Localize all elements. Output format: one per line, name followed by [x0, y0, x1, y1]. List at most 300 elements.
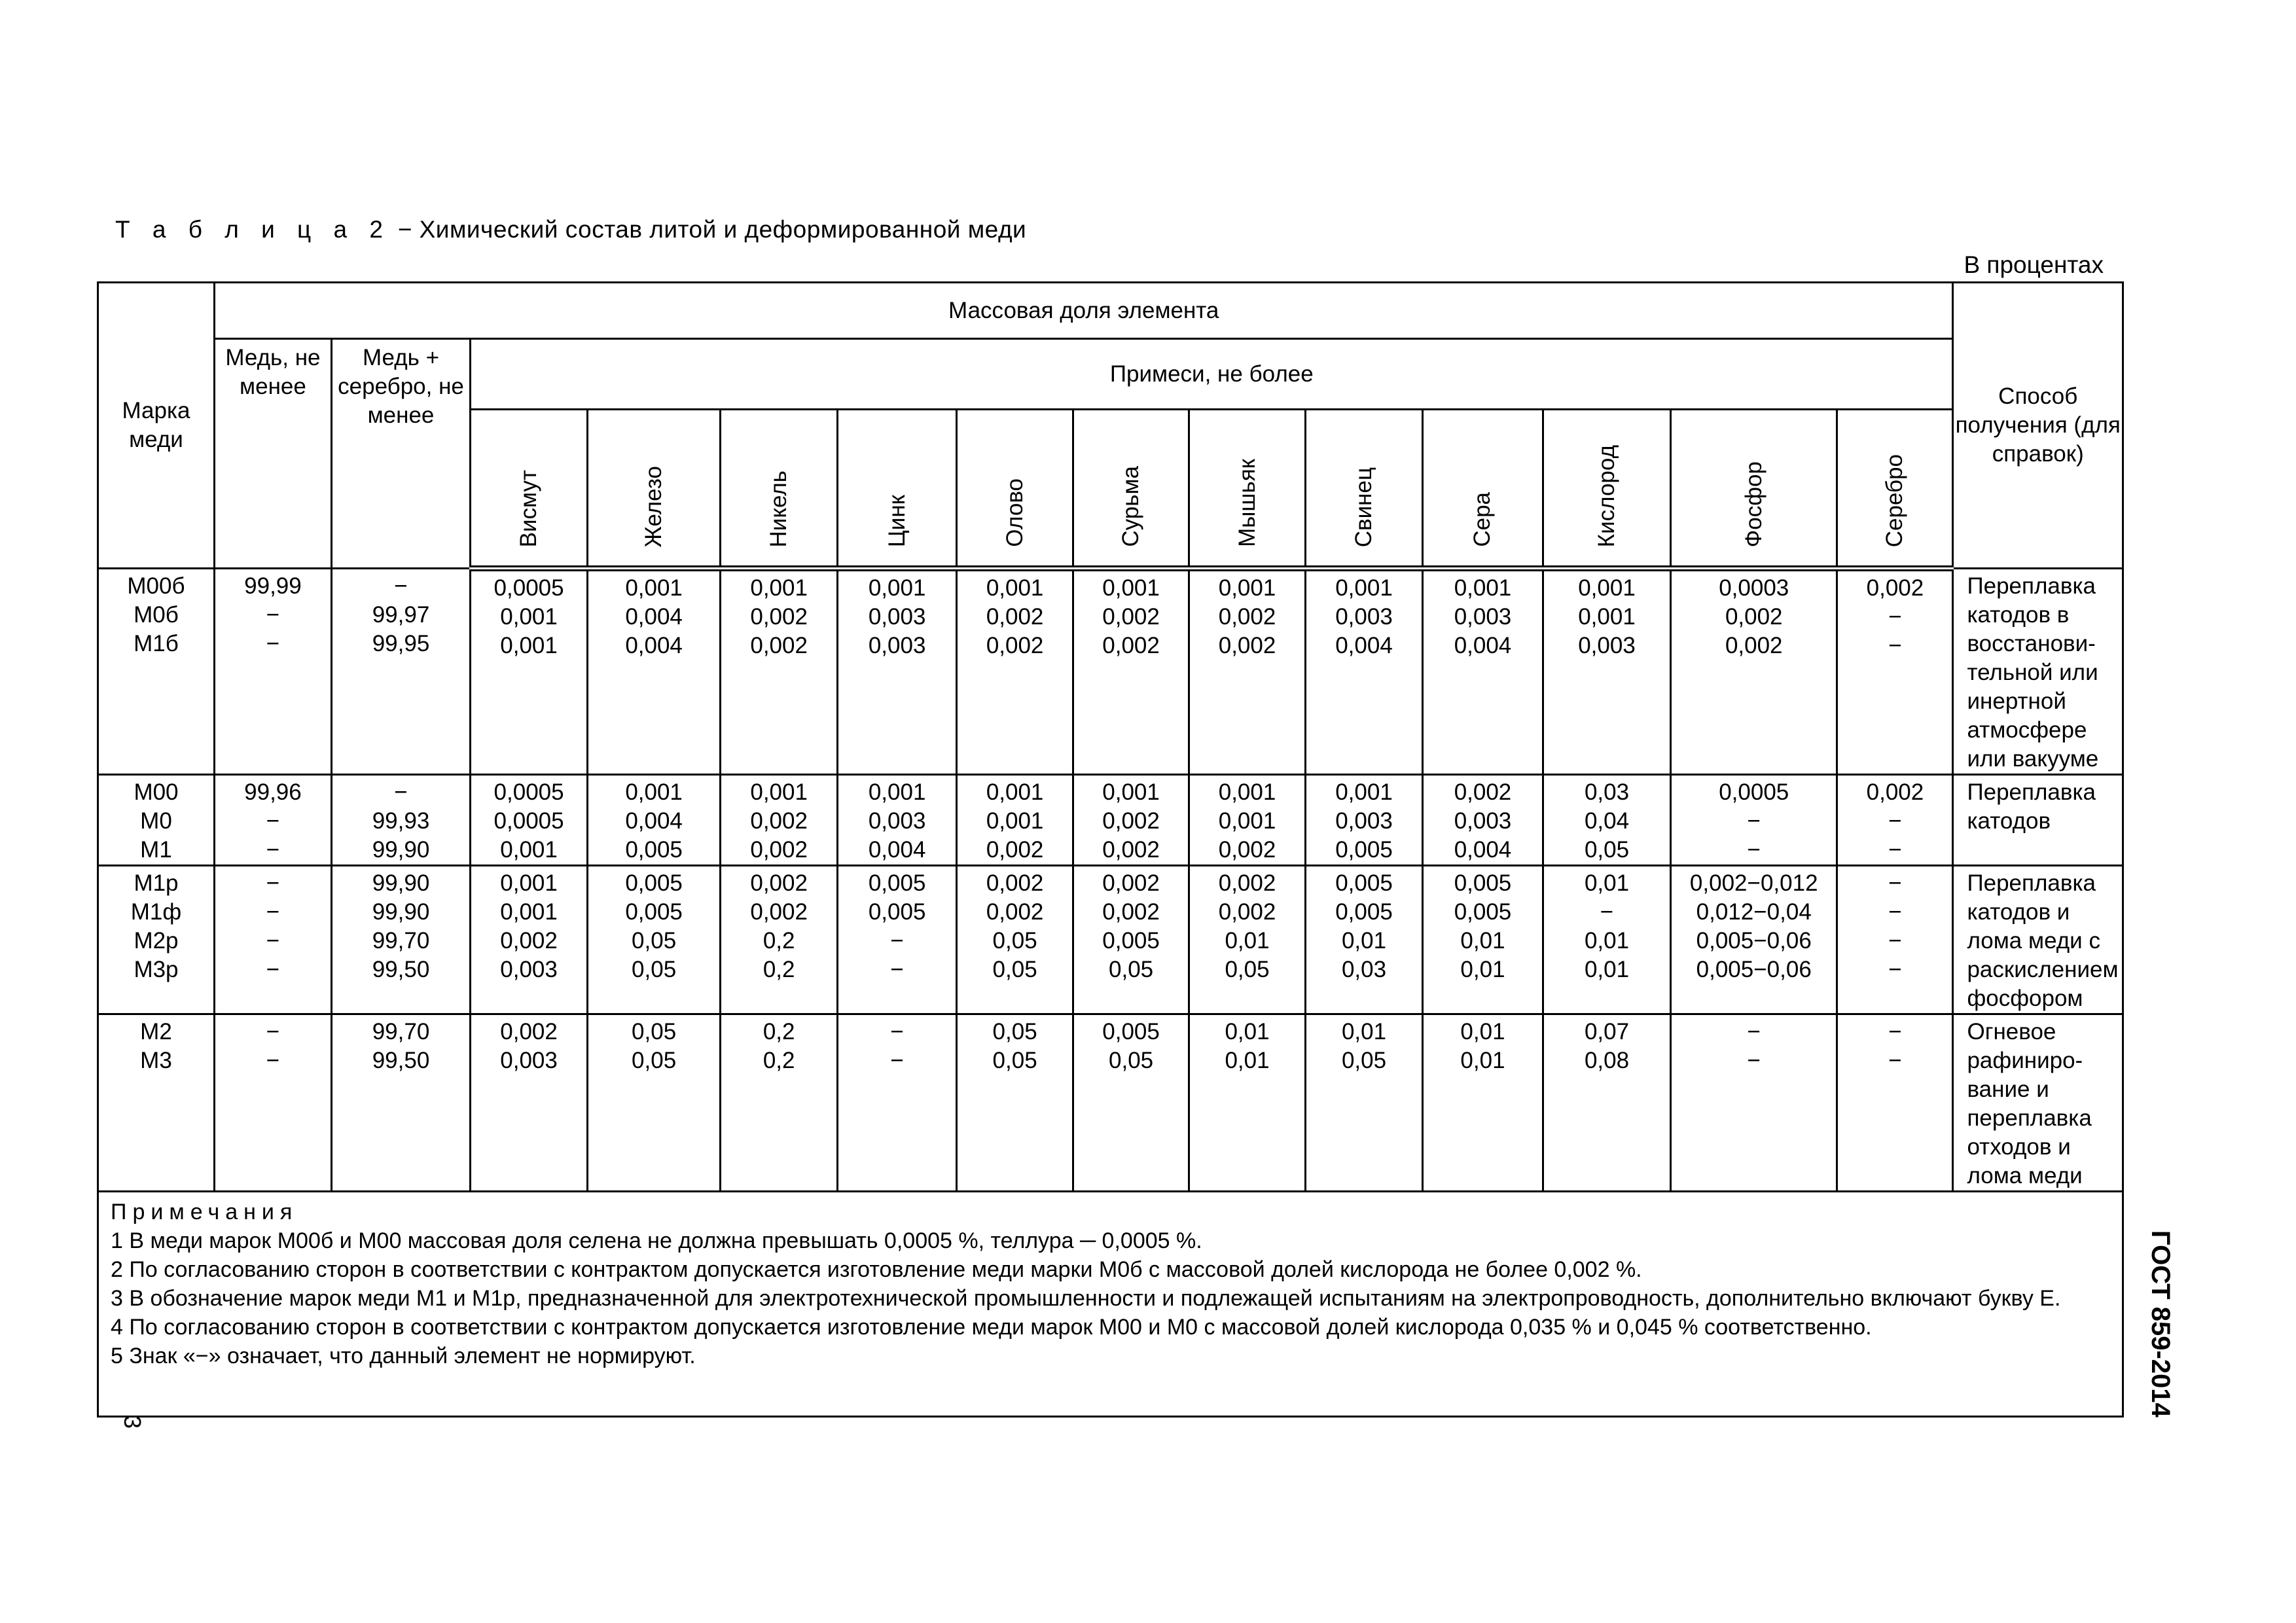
- impurity-cell-value: 0,01: [1341, 1019, 1387, 1044]
- method-cell: [1953, 866, 2123, 1014]
- grade-cell: [98, 866, 215, 1014]
- grade-cell-value: М3р: [134, 957, 179, 982]
- impurity-cell-value: 0,01: [1584, 870, 1630, 896]
- impurity-cell-value: 0,05: [992, 928, 1037, 954]
- impurity-cell-value: 0,01: [1584, 928, 1630, 954]
- method-cell-value: восстанови-: [1967, 631, 2096, 656]
- impurity-cell-value: 0,0005: [493, 575, 564, 601]
- impurity-cell: [1189, 775, 1306, 866]
- impurity-cell: [1671, 1014, 1837, 1192]
- impurity-cell-value: 0,05: [1109, 1048, 1154, 1073]
- copper-cell: [214, 775, 331, 866]
- impurity-cell: [1671, 775, 1837, 866]
- impurity-cell: [1422, 866, 1543, 1014]
- impurity-cell-value: 0,002: [750, 633, 808, 658]
- impurity-cell-value: 0,01: [1225, 928, 1270, 954]
- method-cell-value: Огневое: [1967, 1019, 2056, 1044]
- impurity-cell-value: 0,002: [1218, 633, 1276, 658]
- impurity-cell-value: 0,0005: [493, 779, 564, 805]
- impurity-cell-value: −: [1888, 899, 1902, 925]
- impurity-cell-value: 0,001: [1102, 779, 1160, 805]
- copper-cell: [214, 1014, 331, 1192]
- element-header-cell: [957, 410, 1073, 569]
- method-cell-value: или вакууме: [1967, 746, 2099, 772]
- impurity-cell-value: 0,002: [1725, 633, 1783, 658]
- impurity-cell-value: 0,07: [1584, 1019, 1630, 1044]
- impurity-cell-value: 0,2: [762, 928, 795, 954]
- impurity-cell: [1837, 1014, 1953, 1192]
- impurity-cell-value: 0,001: [625, 575, 683, 601]
- impurity-cell-value: 0,004: [868, 837, 926, 863]
- copper-cell-value: −: [266, 837, 280, 863]
- impurity-cell-value: 0,005−0,06: [1696, 957, 1812, 982]
- method-cell-value: раскислением: [1967, 957, 2119, 982]
- element-header-cell: [1073, 410, 1189, 569]
- copper-cell-value: −: [266, 899, 280, 925]
- impurity-cell-value: 0,01: [1225, 1048, 1270, 1073]
- impurity-cell-value: 0,08: [1584, 1048, 1630, 1073]
- impurity-cell: [588, 569, 721, 775]
- impurity-cell: [588, 775, 721, 866]
- copper-silver-cell-value: 99,97: [372, 602, 430, 628]
- impurity-cell: [1189, 866, 1306, 1014]
- copper-cell-value: −: [266, 870, 280, 896]
- copper-cell-value: −: [266, 602, 280, 628]
- impurity-cell-value: 0,001: [1102, 575, 1160, 601]
- method-cell-value: переплавка: [1967, 1105, 2092, 1131]
- impurity-cell-value: 0,001: [1218, 575, 1276, 601]
- impurity-cell-value: 0,001: [500, 837, 558, 863]
- impurity-cell: [1543, 569, 1670, 775]
- element-header-cell: [1671, 410, 1837, 569]
- grade-cell: [98, 1014, 215, 1192]
- impurity-cell-value: 0,01: [1460, 957, 1505, 982]
- impurity-cell-value: 0,001: [1335, 779, 1393, 805]
- copper-silver-cell: [331, 775, 470, 866]
- impurity-cell: [1671, 569, 1837, 775]
- grade-cell-value: М1: [140, 837, 172, 863]
- copper-cell-value: −: [266, 1048, 280, 1073]
- impurity-cell-value: 0,003: [500, 957, 558, 982]
- impurity-cell: [1671, 866, 1837, 1014]
- impurity-cell-value: 0,002: [986, 899, 1044, 925]
- note-1: 1 В меди марок М00б и М00 массовая доля селена не должна превышать 0,0005 %, теллура ─ 0,0005 %.: [111, 1228, 1202, 1253]
- impurity-cell: [721, 775, 838, 866]
- impurity-cell-value: 0,002: [1866, 779, 1924, 805]
- element-header-label: Кислород: [1594, 444, 1620, 547]
- copper-silver-cell-value: 99,90: [372, 870, 430, 896]
- impurity-cell-value: 0,003: [1454, 808, 1512, 834]
- copper-silver-cell-value: 99,90: [372, 837, 430, 863]
- impurity-cell-value: −: [1747, 808, 1761, 834]
- table-title: [115, 216, 1026, 243]
- impurity-cell-value: 0,001: [500, 633, 558, 658]
- impurity-cell-value: −: [1888, 633, 1902, 658]
- method-cell-value: Переплавка: [1967, 779, 2096, 805]
- copper-cell-value: −: [266, 928, 280, 954]
- impurity-cell-value: 0,002: [750, 899, 808, 925]
- impurity-cell-value: 0,01: [1341, 928, 1387, 954]
- grade-cell-value: М3: [140, 1048, 172, 1073]
- impurity-cell-value: −: [1888, 870, 1902, 896]
- impurity-cell-value: −: [1600, 899, 1614, 925]
- element-header-label: Мышьяк: [1234, 459, 1260, 547]
- copper-silver-cell-value: 99,50: [372, 1048, 430, 1073]
- element-header-cell: [588, 410, 721, 569]
- impurity-cell-value: 0,003: [1578, 633, 1636, 658]
- impurity-cell-value: 0,003: [1335, 604, 1393, 630]
- method-cell-value: Переплавка: [1967, 870, 2096, 896]
- impurity-cell-value: 0,05: [632, 928, 677, 954]
- impurity-cell-value: 0,002: [750, 837, 808, 863]
- copper-silver-cell-value: 99,70: [372, 1019, 430, 1044]
- impurity-cell-value: −: [1747, 1019, 1761, 1044]
- impurity-cell-value: 0,001: [1218, 808, 1276, 834]
- grade-cell-value: М1б: [134, 631, 179, 656]
- impurity-cell-value: 0,002: [1218, 870, 1276, 896]
- impurity-cell-value: 0,05: [632, 1019, 677, 1044]
- impurity-cell: [838, 1014, 957, 1192]
- impurity-cell-value: 0,001: [868, 779, 926, 805]
- impurity-cell: [1422, 1014, 1543, 1192]
- grade-cell-value: М00б: [127, 573, 185, 599]
- table-row: [98, 1014, 2123, 1192]
- note-4: 4 По согласованию сторон в соответствии с контрактом допускается изготовление меди марок М00 и М0 с массовой долей кислорода 0,035 % и 0,045 % соответственно.: [111, 1315, 1872, 1340]
- impurity-cell: [721, 569, 838, 775]
- impurity-cell-value: 0,002: [1102, 604, 1160, 630]
- impurity-cell: [838, 569, 957, 775]
- impurity-cell-value: 0,001: [750, 575, 808, 601]
- impurity-cell-value: −: [890, 957, 904, 982]
- copper-silver-cell: [331, 1014, 470, 1192]
- impurity-cell-value: 0,001: [750, 779, 808, 805]
- impurity-cell: [838, 866, 957, 1014]
- impurity-cell: [1073, 866, 1189, 1014]
- impurity-cell-value: 0,001: [1578, 604, 1636, 630]
- copper-cell-value: −: [266, 957, 280, 982]
- impurity-cell-value: 0,002: [986, 870, 1044, 896]
- element-header-cell: [721, 410, 838, 569]
- notes-section: [98, 1192, 2123, 1417]
- copper-silver-cell-value: 99,95: [372, 631, 430, 656]
- impurity-cell-value: 0,05: [1584, 837, 1630, 863]
- impurity-cell-value: 0,003: [1335, 808, 1393, 834]
- impurity-cell: [471, 775, 588, 866]
- element-header-label: Железо: [641, 465, 667, 547]
- copper-cell: [214, 866, 331, 1014]
- impurity-cell-value: 0,002: [1866, 575, 1924, 601]
- element-header-label: Свинец: [1351, 467, 1376, 547]
- impurity-cell-value: −: [1888, 808, 1902, 834]
- table-row: [98, 569, 2123, 775]
- method-cell-value: катодов: [1967, 808, 2051, 834]
- copper-silver-cell: [331, 569, 470, 775]
- impurity-cell-value: 0,002: [750, 870, 808, 896]
- impurity-cell-value: −: [1888, 604, 1902, 630]
- impurity-cell-value: −: [1888, 1019, 1902, 1044]
- impurity-cell: [1543, 1014, 1670, 1192]
- element-header-label: Олово: [1001, 478, 1028, 547]
- impurity-cell-value: 0,003: [868, 808, 926, 834]
- impurity-cell: [1837, 775, 1953, 866]
- impurity-cell-value: 0,004: [1454, 633, 1512, 658]
- method-cell-value: лома меди с: [1967, 928, 2100, 954]
- impurity-cell: [588, 866, 721, 1014]
- impurity-cell-value: 0,001: [986, 779, 1044, 805]
- impurity-cell: [721, 1014, 838, 1192]
- impurity-cell: [1422, 569, 1543, 775]
- header-grade: Марка меди: [98, 283, 215, 569]
- impurity-cell-value: 0,003: [868, 604, 926, 630]
- impurity-cell-value: −: [890, 1048, 904, 1073]
- impurity-cell: [1073, 569, 1189, 775]
- impurity-cell-value: 0,001: [868, 575, 926, 601]
- impurity-cell-value: 0,005−0,06: [1696, 928, 1812, 954]
- element-header-label: Сера: [1469, 492, 1496, 547]
- copper-cell-value: −: [266, 631, 280, 656]
- impurity-cell-value: 0,003: [500, 1048, 558, 1073]
- impurity-cell-value: 0,01: [1225, 1019, 1270, 1044]
- impurity-cell: [1543, 775, 1670, 866]
- impurity-cell-value: 0,05: [992, 1048, 1037, 1073]
- impurity-cell-value: 0,004: [625, 633, 683, 658]
- impurity-cell-value: 0,2: [762, 1048, 795, 1073]
- copper-silver-cell-value: −: [394, 573, 408, 599]
- impurity-cell-value: 0,005: [1335, 837, 1393, 863]
- table-label: Т а б л и ц а 2: [115, 216, 391, 243]
- impurity-cell: [1073, 1014, 1189, 1192]
- impurity-cell-value: 0,001: [1218, 779, 1276, 805]
- impurity-cell: [957, 775, 1073, 866]
- method-cell-value: рафиниро-: [1967, 1048, 2083, 1073]
- method-cell: [1953, 569, 2123, 775]
- impurity-cell-value: 0,005: [868, 870, 926, 896]
- grade-cell: [98, 569, 215, 775]
- method-cell-value: катодов и: [1967, 899, 2070, 925]
- impurity-cell-value: 0,001: [986, 575, 1044, 601]
- impurity-cell-value: −: [1747, 837, 1761, 863]
- grade-cell-value: М1ф: [130, 899, 182, 925]
- impurity-cell-value: 0,002: [750, 604, 808, 630]
- impurity-cell: [1837, 866, 1953, 1014]
- grade-cell-value: М1р: [134, 870, 179, 896]
- impurity-cell-value: −: [890, 1019, 904, 1044]
- standard-designation: ГОСТ 859-2014: [2146, 1230, 2175, 1418]
- impurity-cell-value: 0,005: [1335, 870, 1393, 896]
- impurity-cell-value: 0,01: [1460, 928, 1505, 954]
- method-cell-value: инертной: [1967, 688, 2066, 714]
- impurity-cell: [1543, 866, 1670, 1014]
- impurity-cell-value: 0,03: [1341, 957, 1387, 982]
- element-header-cell: [1422, 410, 1543, 569]
- impurity-cell-value: 0,01: [1460, 1048, 1505, 1073]
- impurity-cell-value: 0,05: [992, 957, 1037, 982]
- element-header-cell: [1189, 410, 1306, 569]
- grade-cell-value: М2р: [134, 928, 179, 954]
- impurity-cell-value: 0,0005: [1719, 779, 1789, 805]
- method-cell-value: отходов и: [1967, 1134, 2071, 1160]
- impurity-cell-value: 0,002: [1454, 779, 1512, 805]
- note-3: 3 В обозначение марок меди М1 и М1р, предназначенной для электротехнической промышленности и подлежащей испытаниям на электропроводность, дополнительно включают букву Е.: [111, 1286, 2061, 1311]
- impurity-cell-value: 0,002: [1218, 837, 1276, 863]
- impurity-cell-value: 0,002: [1218, 604, 1276, 630]
- copper-cell-value: −: [266, 808, 280, 834]
- impurity-cell: [588, 1014, 721, 1192]
- impurity-cell-value: 0,004: [1335, 633, 1393, 658]
- table-caption: − Химический состав литой и деформированной меди: [397, 216, 1027, 243]
- impurity-cell-value: 0,004: [1454, 837, 1512, 863]
- impurity-cell: [1189, 1014, 1306, 1192]
- impurity-cell-value: 0,002: [500, 1019, 558, 1044]
- impurity-cell-value: 0,2: [762, 1019, 795, 1044]
- impurity-cell: [471, 866, 588, 1014]
- impurity-cell-value: −: [890, 928, 904, 954]
- method-cell: [1953, 1014, 2123, 1192]
- impurity-cell-value: 0,005: [1454, 899, 1512, 925]
- notes-heading: Примечания: [111, 1200, 298, 1224]
- impurity-cell-value: 0,001: [500, 899, 558, 925]
- method-cell-value: фосфором: [1967, 986, 2083, 1011]
- impurity-cell: [471, 569, 588, 775]
- impurity-cell-value: 0,005: [625, 837, 683, 863]
- grade-cell-value: М0б: [134, 602, 179, 628]
- impurity-cell-value: 0,005: [625, 899, 683, 925]
- impurity-cell: [1422, 775, 1543, 866]
- impurity-cell-value: 0,001: [1578, 575, 1636, 601]
- impurity-cell: [721, 866, 838, 1014]
- impurity-cell-value: 0,002: [1102, 808, 1160, 834]
- impurity-cell-value: 0,002: [750, 808, 808, 834]
- element-header-cell: [1837, 410, 1953, 569]
- impurity-cell-value: 0,03: [1584, 779, 1630, 805]
- composition-table: [97, 281, 2124, 1418]
- impurity-cell-value: −: [1888, 957, 1902, 982]
- element-header-label: Серебро: [1882, 454, 1908, 547]
- impurity-cell: [957, 569, 1073, 775]
- impurity-cell-value: 0,003: [1454, 604, 1512, 630]
- impurity-cell: [1837, 569, 1953, 775]
- table-header: [98, 283, 2123, 569]
- impurity-cell-value: 0,05: [992, 1019, 1037, 1044]
- method-cell-value: вание и: [1967, 1077, 2049, 1102]
- impurity-cell-value: 0,05: [1109, 957, 1154, 982]
- method-cell-value: лома меди: [1967, 1163, 2083, 1188]
- impurity-cell: [957, 1014, 1073, 1192]
- copper-silver-cell-value: −: [394, 779, 408, 805]
- impurity-cell: [1306, 775, 1423, 866]
- impurity-cell-value: 0,002: [1102, 899, 1160, 925]
- impurity-cell-value: −: [1747, 1048, 1761, 1073]
- impurity-cell-value: 0,005: [868, 899, 926, 925]
- method-cell: [1953, 775, 2123, 866]
- impurity-cell-value: 0,002−0,012: [1689, 870, 1818, 896]
- impurity-cell-value: 0,005: [1102, 1019, 1160, 1044]
- impurity-cell-value: 0,002: [1725, 604, 1783, 630]
- header-mass-fraction: Массовая доля элемента: [214, 283, 1953, 339]
- header-method: Способ получения (для справок): [1953, 283, 2123, 569]
- copper-silver-cell-value: 99,50: [372, 957, 430, 982]
- impurity-cell-value: 0,01: [1460, 1019, 1505, 1044]
- impurity-cell-value: 0,005: [1454, 870, 1512, 896]
- impurity-cell-value: 0,004: [625, 808, 683, 834]
- header-impurities: Примеси, не более: [471, 339, 1953, 410]
- impurity-cell-value: 0,002: [1102, 633, 1160, 658]
- element-header-label: Висмут: [516, 469, 542, 547]
- impurity-cell-value: 0,012−0,04: [1696, 899, 1812, 925]
- method-cell-value: катодов в: [1967, 602, 2070, 628]
- element-header-cell: [471, 410, 588, 569]
- impurity-cell-value: 0,002: [1102, 870, 1160, 896]
- impurity-cell: [838, 775, 957, 866]
- impurity-cell: [471, 1014, 588, 1192]
- units-label: В процентах: [1964, 251, 2104, 278]
- impurity-cell-value: −: [1888, 837, 1902, 863]
- copper-cell-value: −: [266, 1019, 280, 1044]
- copper-cell-value: 99,99: [244, 573, 302, 599]
- impurity-cell-value: 0,002: [986, 604, 1044, 630]
- impurity-cell-value: −: [1888, 928, 1902, 954]
- element-header-label: Цинк: [884, 494, 910, 547]
- impurity-cell-value: 0,002: [986, 837, 1044, 863]
- copper-cell: [214, 569, 331, 775]
- impurity-cell-value: 0,002: [1102, 837, 1160, 863]
- copper-silver-cell: [331, 866, 470, 1014]
- impurity-cell-value: 0,0005: [493, 808, 564, 834]
- impurity-cell-value: 0,01: [1584, 957, 1630, 982]
- table-row: [98, 775, 2123, 866]
- element-header-cell: [838, 410, 957, 569]
- impurity-cell: [1306, 1014, 1423, 1192]
- note-2: 2 По согласованию сторон в соответствии с контрактом допускается изготовление меди марки М0б с массовой долей кислорода не более 0,002 %.: [111, 1257, 1642, 1282]
- copper-silver-cell-value: 99,70: [372, 928, 430, 954]
- impurity-cell-value: 0,04: [1584, 808, 1630, 834]
- impurity-cell-value: 0,05: [1341, 1048, 1387, 1073]
- element-header-label: Сурьма: [1118, 466, 1144, 547]
- grade-cell: [98, 775, 215, 866]
- impurity-cell-value: 0,005: [625, 870, 683, 896]
- impurity-cell: [1073, 775, 1189, 866]
- impurity-cell: [1189, 569, 1306, 775]
- page-number: 3: [119, 1415, 147, 1429]
- element-header-label: Никель: [766, 470, 792, 547]
- impurity-cell-value: 0,05: [1225, 957, 1270, 982]
- impurity-cell-value: 0,001: [1335, 575, 1393, 601]
- impurity-cell-value: 0,003: [868, 633, 926, 658]
- header-copper: Медь, не менее: [214, 339, 331, 569]
- impurity-cell-value: 0,002: [986, 633, 1044, 658]
- impurity-cell-value: 0,001: [986, 808, 1044, 834]
- impurity-cell-value: 0,005: [1102, 928, 1160, 954]
- grade-cell-value: М2: [140, 1019, 172, 1044]
- impurity-cell-value: 0,2: [762, 957, 795, 982]
- note-5: 5 Знак «−» означает, что данный элемент не нормируют.: [111, 1344, 696, 1368]
- impurity-cell-value: −: [1888, 1048, 1902, 1073]
- header-copper-silver: Медь + серебро, не менее: [331, 339, 470, 569]
- grade-cell-value: М0: [140, 808, 172, 834]
- impurity-cell-value: 0,005: [1335, 899, 1393, 925]
- element-header-label: Фосфор: [1740, 461, 1767, 547]
- method-cell-value: Переплавка: [1967, 573, 2096, 599]
- method-cell-value: тельной или: [1967, 660, 2098, 685]
- copper-cell-value: 99,96: [244, 779, 302, 805]
- element-header-cell: [1543, 410, 1670, 569]
- table-row: [98, 866, 2123, 1014]
- impurity-cell: [1306, 866, 1423, 1014]
- method-cell-value: атмосфере: [1967, 717, 2087, 743]
- impurity-cell-value: 0,001: [500, 870, 558, 896]
- copper-silver-cell-value: 99,90: [372, 899, 430, 925]
- impurity-cell-value: 0,002: [500, 928, 558, 954]
